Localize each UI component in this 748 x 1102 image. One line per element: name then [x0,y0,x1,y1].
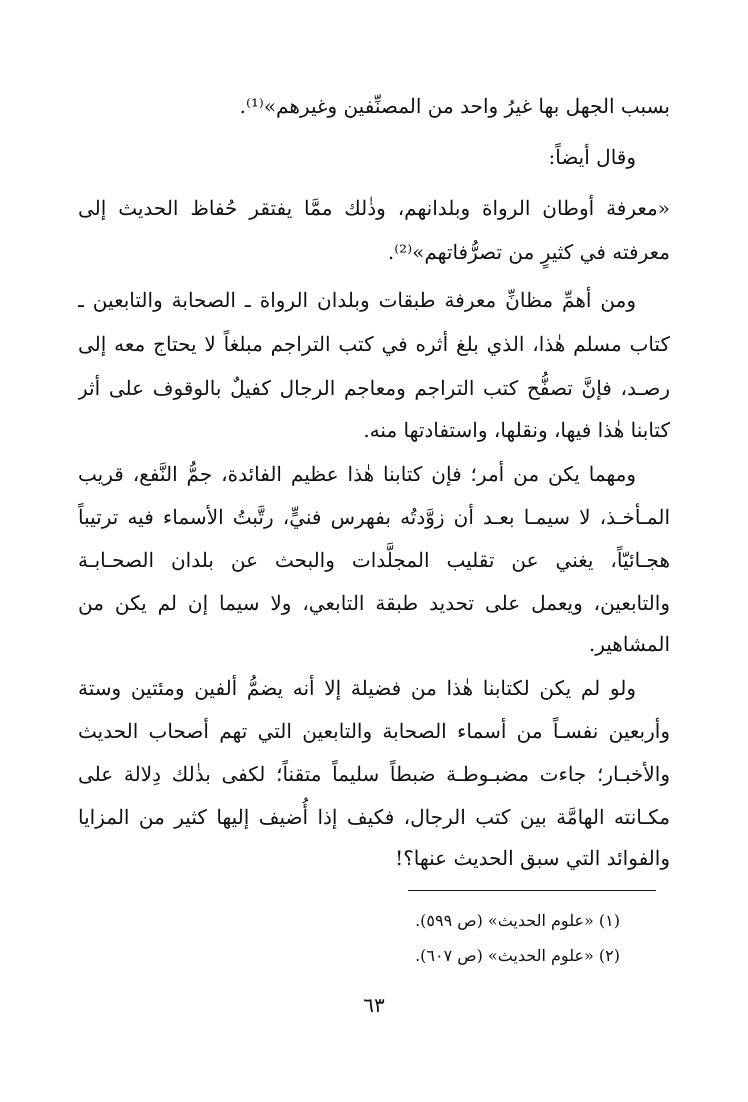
paragraph-3-line-3: والأخبـار؛ جاءت مضبـوطـة ضبطاً سليماً متقناً؛ لكفى بذٰلك دِلالة على [78,762,670,786]
paragraph-3-line-1: ولو لم يكن لكتابنا هٰذا من فضيلة إلا أنه يضمُّ ألفين ومئتين وستة [78,676,636,700]
paragraph-1-line-1: ومن أهمِّ مظانِّ معرفة طبقات وبلدان الرواة ـ الصحابة والتابعين ـ [78,288,636,312]
paragraph-1-line-4: كتابنا هٰذا فيها، ونقلها، واستفادتها منه. [363,418,670,442]
quote-line-2: معرفته في كثيرٍ من تصرُّفاتهم»⁽²⁾. [387,240,670,264]
paragraph-2-line-2: المـأخـذ، لا سيمـا بعـد أن زوَّدتُه بفهرس فنيٍّ، رتَّبتُ الأسماء فيه ترتيباً [78,505,670,529]
paragraph-3-line-5: والفوائد التي سبق الحديث عنها؟! [395,846,670,870]
paragraph-2-line-1: ومهما يكن من أمر؛ فإن كتابنا هٰذا عظيم الفائدة، جمُّ النَّفع، قريب [78,462,636,486]
paragraph-2-line-5: المشاهير. [588,632,670,656]
footnote-1: (١) «علوم الحديث» (ص ٥٩٩). [415,911,620,930]
paragraph-1-line-2: كتاب مسلم هٰذا، الذي بلغ أثره في كتب التراجم مبلغاً لا يحتاج معه إلى [78,332,670,356]
footnote-divider [408,890,656,891]
paragraph-1-line-3: رصـد، فإنَّ تصفُّح كتب التراجم ومعاجم الرجال كفيلٌ بالوقوف على أثر [78,376,670,400]
paragraph-2-line-3: هجـائيّاً، يغني عن تقليب المجلَّدات والبحث عن بلدان الصحـابـة [78,548,670,572]
page-number: ٦٣ [363,993,385,1017]
paragraph-3-line-2: وأربعين نفسـاً من أسماء الصحابة والتابعين التي تهم أصحاب الحديث [78,719,670,743]
body-line-1: بسبب الجهل بها غيرُ واحد من المصنِّفين وغيرهم»⁽¹⁾. [239,94,670,118]
paragraph-2-line-4: والتابعين، ويعمل على تحديد طبقة التابعي، ولا سيما إن لم يكن من [78,591,670,615]
footnote-2: (٢) «علوم الحديث» (ص ٦٠٧). [415,946,620,965]
paragraph-3-line-4: مكـانته الهامَّة بين كتب الرجال، فكيف إذا أُضيف إليها كثير من المزايا [78,805,670,829]
quote-line-1: «معرفة أوطان الرواة وبلدانهم، وذٰلك ممَّا يفتقر حُفاظ الحديث إلى [78,196,670,220]
body-line-2: وقال أيضاً: [548,145,636,169]
